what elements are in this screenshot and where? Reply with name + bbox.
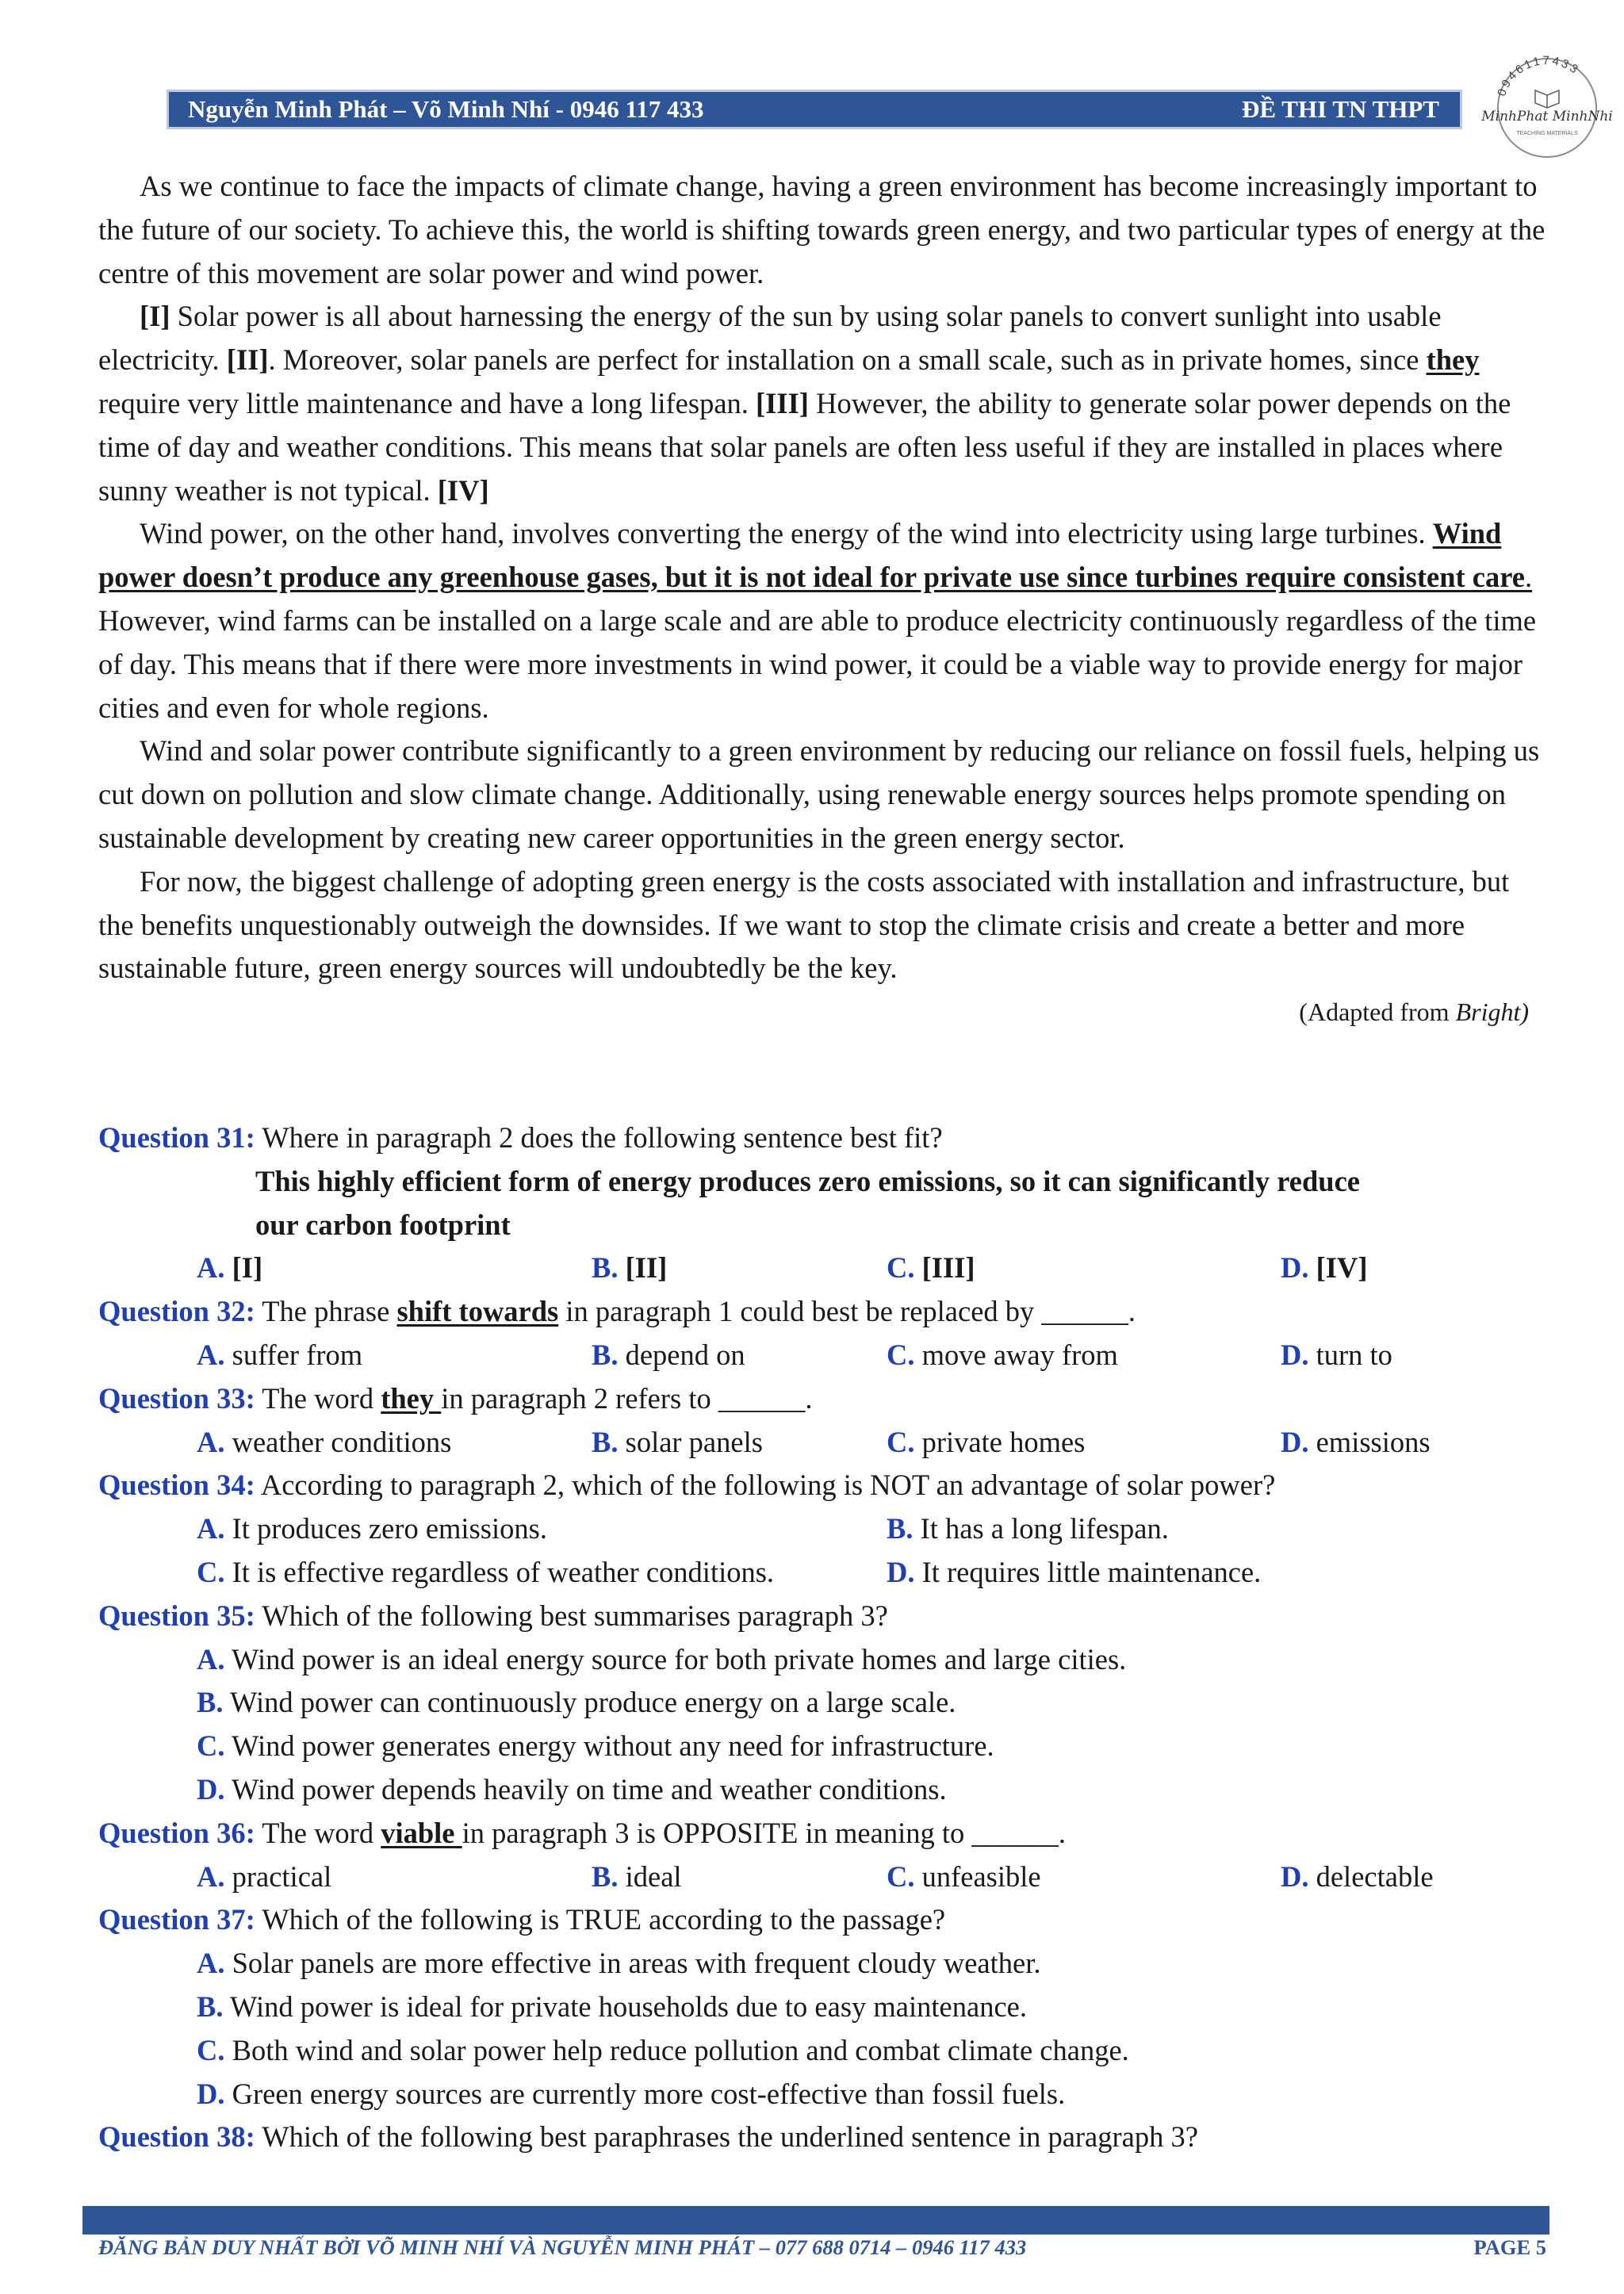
paragraph-4: Wind and solar power contribute significantly to a green environment by reducing our reliance on fossil fuels, helping us cut down on pollution and slow climate change. Additionally, using renewable energy sources helps promote spending on sustainable development by creating new career opportunities in the green energy sector. <box>98 734 1540 854</box>
header-bar <box>167 90 1462 129</box>
paragraph-5: For now, the biggest challenge of adopting green energy is the costs associated with installation and infrastructure, but the benefits unquestionably outweigh the downsides. If we want to stop the climate crisis and create a better and more sustainable future, green energy sources will undoubtedly be the key. <box>98 864 1510 985</box>
option-b[interactable]: B. It has a long lifespan. <box>887 1512 1169 1545</box>
question-34-options-cd <box>98 1551 1549 1595</box>
marker-ii: [II] <box>226 343 269 377</box>
footer-bar <box>82 2206 1549 2235</box>
footer <box>98 2235 1546 2260</box>
option-b[interactable]: B. Wind power can continuously produce energy on a large scale. <box>197 1686 956 1719</box>
book-icon <box>1535 90 1559 108</box>
option-b[interactable]: B. [II] <box>592 1251 668 1285</box>
paragraph-3: Wind power, on the other hand, involves converting the energy of the wind into electricity using large turbines. Wind power doesn’t produce any greenhouse gases, but it is not ideal for private use since turbines require consistent care. However, wind farms can be installed on a large scale and are able to produce electricity continuously regardless of the time of day. This means that if there were more investments in wind power, it could be a viable way to provide energy for major cities and even for whole regions. <box>98 517 1537 724</box>
question-36: Question 36: The word viable in paragraph 3 is OPPOSITE in meaning to ______. <box>98 1816 1066 1849</box>
question-35: Question 35: Which of the following best summarises paragraph 3? <box>98 1599 888 1632</box>
question-36-options <box>98 1855 1549 1899</box>
option-a[interactable]: A. It produces zero emissions. <box>197 1512 547 1545</box>
question-31-options <box>98 1247 1549 1290</box>
question-33-options <box>98 1421 1549 1465</box>
option-c[interactable]: C. private homes <box>887 1425 1086 1458</box>
option-a[interactable]: A. [I] <box>197 1251 263 1285</box>
marker-i: [I] <box>140 300 170 333</box>
reading-passage <box>98 165 1549 1033</box>
brand-logo <box>1473 56 1621 160</box>
option-b[interactable]: B. ideal <box>592 1859 682 1893</box>
footer-credit: ĐĂNG BẢN DUY NHẤT BỞI VÕ MINH NHÍ VÀ NGUYỄN MINH PHÁT – 077 688 0714 – 0946 117 433 <box>98 2235 1027 2259</box>
option-d[interactable]: D. delectable <box>1281 1859 1434 1893</box>
questions-section <box>98 1116 1549 2159</box>
option-c[interactable]: C. It is effective regardless of weather conditions. <box>197 1555 775 1588</box>
option-a[interactable]: A. Solar panels are more effective in areas with frequent cloudy weather. <box>197 1947 1041 1980</box>
marker-iii: [III] <box>756 386 809 419</box>
marker-iv: [IV] <box>437 473 489 507</box>
underlined-they: they <box>1426 343 1480 377</box>
paragraph-1: As we continue to face the impacts of climate change, having a green environment has become increasingly important to the future of our society. To achieve this, the world is shifting towards green energy, and two particular types of energy at the centre of this movement are solar power and wind power. <box>98 170 1545 289</box>
header-exam-title: ĐỀ THI TN THPT <box>1242 95 1439 123</box>
option-d[interactable]: D. Wind power depends heavily on time and weather conditions. <box>197 1772 947 1806</box>
question-38: Question 38: Which of the following best paraphrases the underlined sentence in paragraph 3? <box>98 2120 1198 2154</box>
option-d[interactable]: D. [IV] <box>1281 1251 1368 1285</box>
logo-name: MinhPhat MinhNhi <box>1481 109 1613 124</box>
option-c[interactable]: C. move away from <box>887 1338 1118 1371</box>
question-32: Question 32: The phrase shift towards in paragraph 1 could best be replaced by ______. <box>98 1295 1136 1328</box>
question-37: Question 37: Which of the following is TRUE according to the passage? <box>98 1903 946 1936</box>
insert-sentence-line-2: our carbon footprint <box>255 1208 511 1241</box>
underlined-word: viable <box>381 1816 462 1849</box>
source-citation: (Adapted from Bright) <box>1299 998 1529 1027</box>
underlined-word: they <box>381 1381 442 1415</box>
option-c[interactable]: C. Wind power generates energy without any need for infrastructure. <box>197 1729 994 1763</box>
option-d[interactable]: D. turn to <box>1281 1338 1392 1371</box>
question-34-options-ab <box>98 1507 1549 1551</box>
option-c[interactable]: C. unfeasible <box>887 1859 1041 1893</box>
logo-sub: TEACHING MATERIALS <box>1516 131 1578 136</box>
underlined-phrase: shift towards <box>396 1295 559 1328</box>
logo-seal <box>1473 56 1621 160</box>
option-b[interactable]: B. depend on <box>592 1338 745 1371</box>
option-c[interactable]: C. [III] <box>887 1251 975 1285</box>
logo-phone: 0946117433 <box>1495 56 1583 98</box>
option-a[interactable]: A. weather conditions <box>197 1425 452 1458</box>
option-d[interactable]: D. Green energy sources are currently more cost-effective than fossil fuels. <box>197 2077 1066 2110</box>
question-33: Question 33: The word they in paragraph 2 refers to ______. <box>98 1381 813 1415</box>
header-authors: Nguyễn Minh Phát – Võ Minh Nhí - 0946 117 433 <box>188 95 704 123</box>
option-b[interactable]: B. Wind power is ideal for private households due to easy maintenance. <box>197 1990 1027 2023</box>
paragraph-2: [I] Solar power is all about harnessing the energy of the sun by using solar panels to convert sunlight into usable electricity. [II]. Moreover, solar panels are perfect for installation on a small scale, such as in private homes, since they require very little maintenance and have a long lifespan. [III] However, the ability to generate solar power depends on the time of day and weather conditions. This means that solar panels are often less useful if they are installed in places where sunny weather is not typical. [IV] <box>98 300 1511 507</box>
option-d[interactable]: D. emissions <box>1281 1425 1431 1458</box>
question-32-options <box>98 1334 1549 1377</box>
page-number: PAGE 5 <box>1473 2235 1546 2259</box>
underlined-sentence: Wind power doesn’t produce any greenhouse gases, but it is not ideal for private use since turbines require consistent care <box>98 517 1525 594</box>
option-c[interactable]: C. Both wind and solar power help reduce pollution and combat climate change. <box>197 2033 1129 2066</box>
option-d[interactable]: D. It requires little maintenance. <box>887 1555 1262 1588</box>
option-a[interactable]: A. practical <box>197 1859 332 1893</box>
option-a[interactable]: A. Wind power is an ideal energy source for both private homes and large cities. <box>197 1642 1127 1676</box>
question-31: Question 31: Where in paragraph 2 does the following sentence best fit? <box>98 1121 943 1154</box>
insert-sentence-line-1: This highly efficient form of energy produces zero emissions, so it can significantly reduce <box>255 1164 1360 1197</box>
option-a[interactable]: A. suffer from <box>197 1338 363 1371</box>
option-b[interactable]: B. solar panels <box>592 1425 763 1458</box>
question-34: Question 34: According to paragraph 2, which of the following is NOT an advantage of solar power? <box>98 1469 1276 1502</box>
